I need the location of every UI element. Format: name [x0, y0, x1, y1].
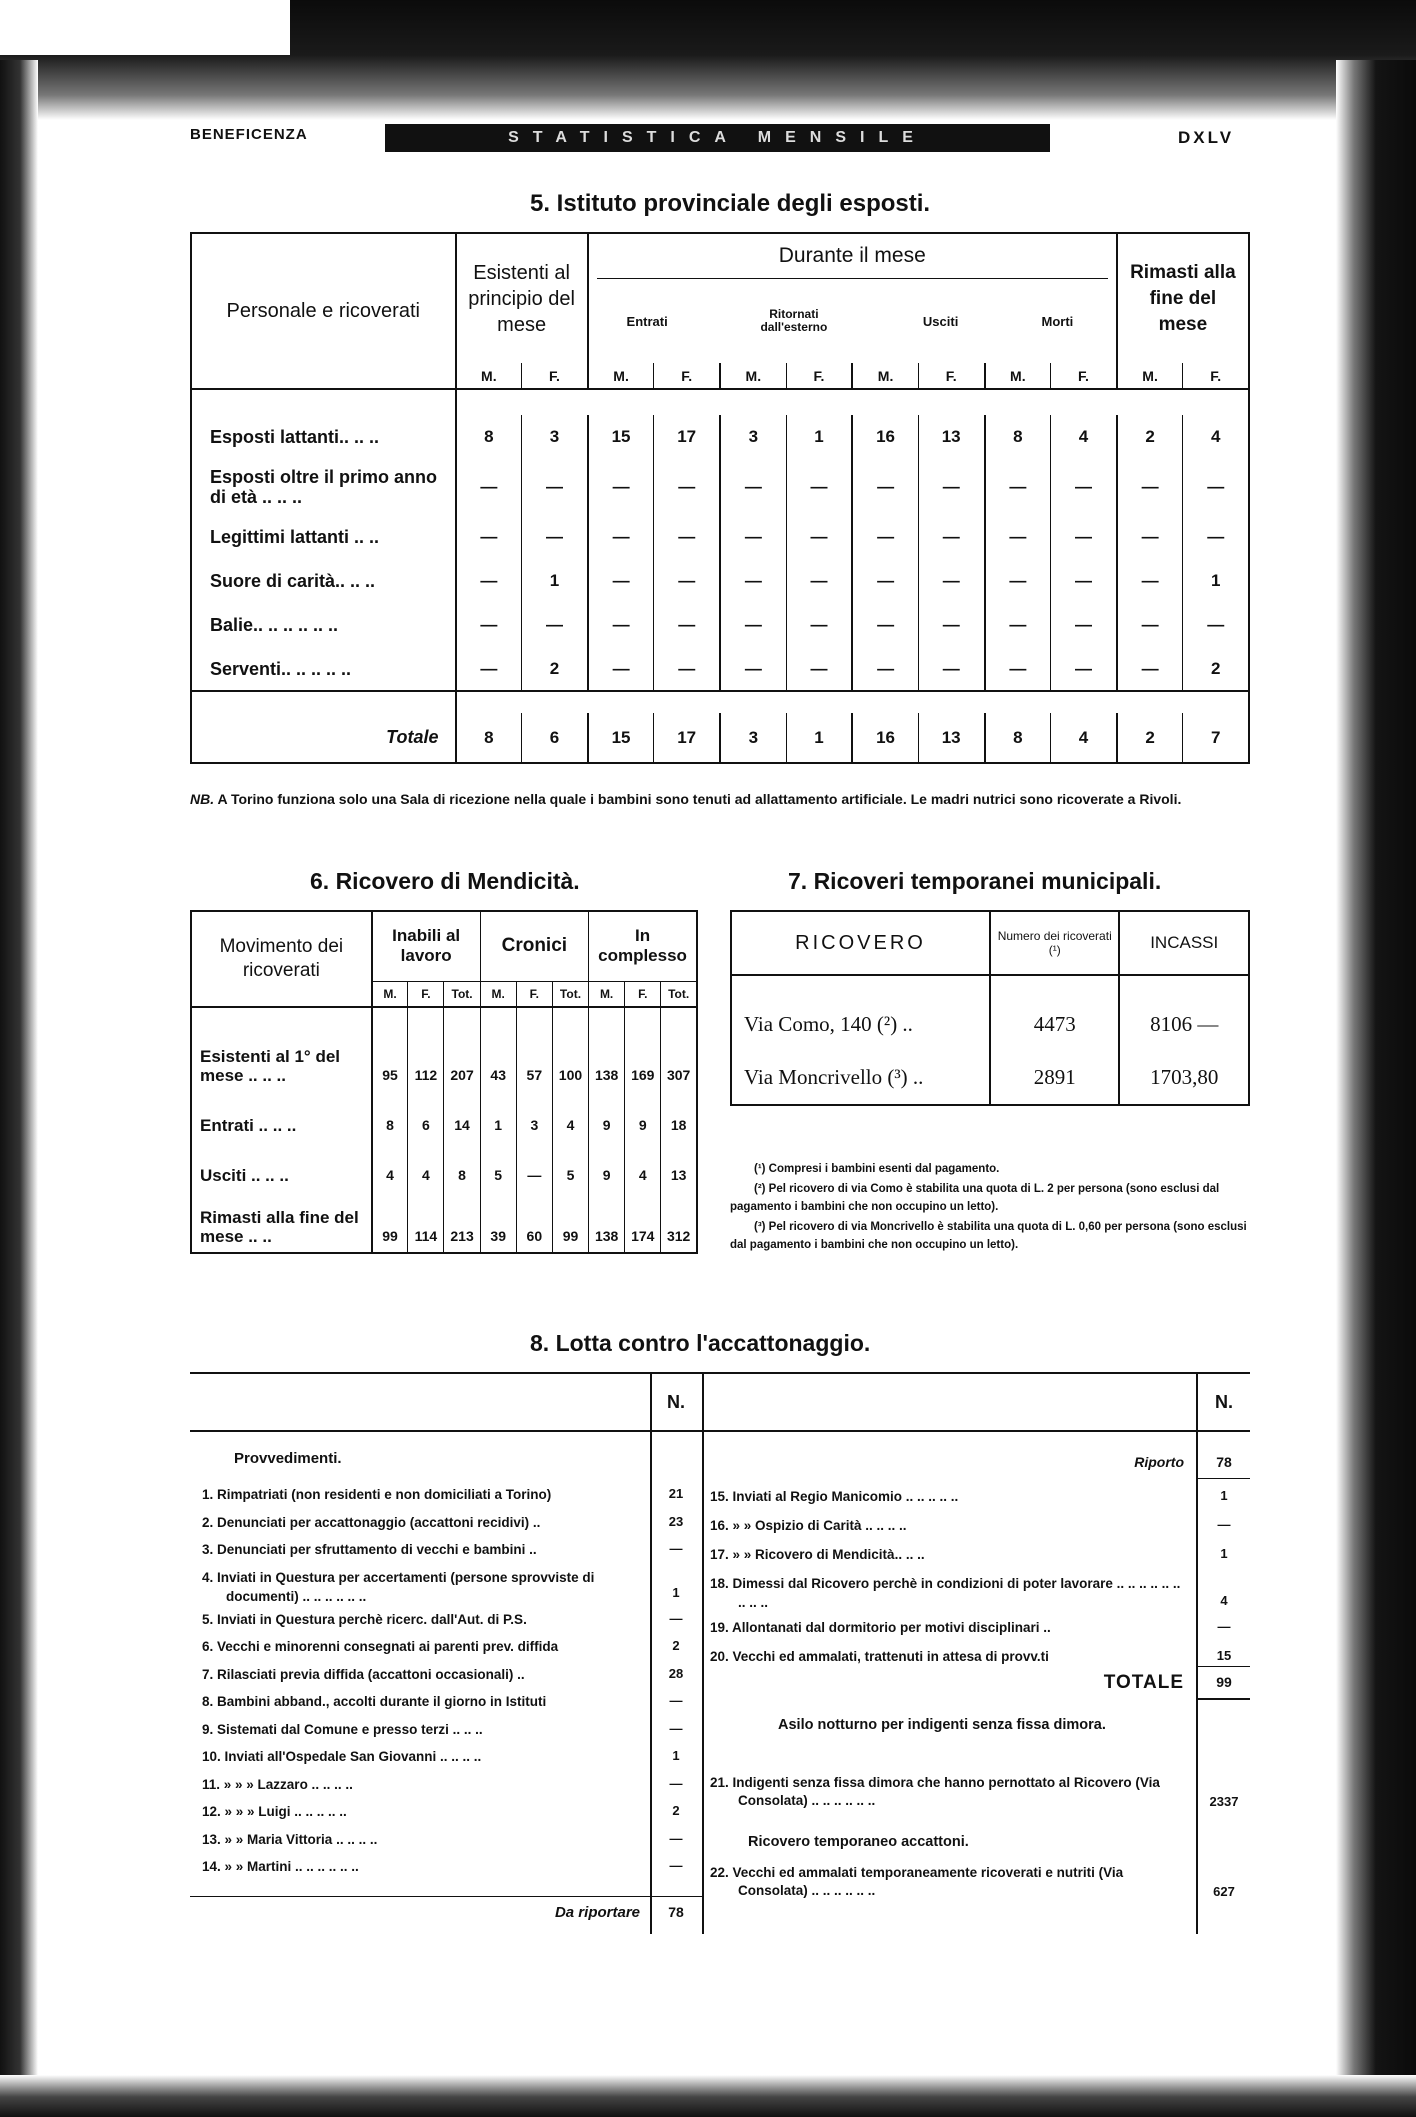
- section5-cell: —: [852, 603, 918, 647]
- section5-cell: —: [1207, 477, 1225, 496]
- section5-sub-usciti: Usciti: [922, 313, 959, 329]
- section8-right-row-text: 18. Dimessi dal Ricovero perchè in condizioni di poter lavorare .. .. .. .. .. .. .. .. ..: [710, 1576, 1181, 1610]
- section6-cell: 5: [552, 1141, 588, 1191]
- section5-col-during: Durante il mese: [597, 234, 1108, 279]
- section6-body: [191, 1007, 697, 1253]
- section5-total-cell: 6: [522, 713, 588, 763]
- section8-left-row: [190, 1799, 702, 1827]
- section6-cell: 207: [444, 1007, 480, 1091]
- section5-total-cell: 17: [654, 713, 720, 763]
- section8-left-row-n: —: [669, 1830, 683, 1846]
- section6-cell: 18: [670, 1117, 687, 1133]
- section8-left-row-text: 1. Rimpatriati (non residenti e non domiciliati a Torino): [202, 1487, 552, 1502]
- section8-temp-heading: Ricovero temporaneo accattoni.: [748, 1834, 969, 1850]
- section6-cell: 8: [372, 1091, 408, 1141]
- section6-cell: 100: [552, 1007, 588, 1091]
- section5-cell: —: [918, 559, 984, 603]
- section7-body: [731, 997, 1249, 1105]
- section8-left-carry-label: Da riportare: [554, 1904, 640, 1921]
- section5-cell: 15: [588, 415, 654, 459]
- section8-left-row-text: 14. » » Martini .. .. .. .. .. ..: [202, 1859, 359, 1874]
- section5-cell: —: [985, 515, 1051, 559]
- section5-note-nb: NB.: [190, 791, 215, 807]
- section8-right-row-n: 1: [1220, 1488, 1228, 1503]
- section5-row-label: Esposti lattanti.. .. ..: [191, 415, 456, 459]
- section7-row-incassi: 8106 —: [1150, 1011, 1219, 1036]
- section7-notes: [730, 1160, 1250, 1256]
- section6-cell: 3: [516, 1091, 552, 1141]
- section8-left-row-text: 13. » » Maria Vittoria .. .. .. ..: [202, 1831, 378, 1847]
- section5-col-remaining: Rimasti alla fine del mese: [1130, 261, 1236, 335]
- section5-cell: —: [522, 459, 588, 515]
- section5-cell: —: [720, 459, 786, 515]
- section8-left-row-n: 21: [668, 1486, 684, 1501]
- scan-border-left: [0, 60, 38, 2117]
- section6-sub-label: M.: [480, 981, 516, 1007]
- section8-left-row-n: 28: [668, 1665, 684, 1681]
- section7-note: (¹) Compresi i bambini esenti dal pagamento.: [754, 1163, 1000, 1175]
- section5-cell: —: [654, 647, 720, 691]
- section8-left-row: [190, 1689, 702, 1717]
- section5-cell: —: [786, 515, 852, 559]
- section7-row-name: Via Moncrivello (³) ..: [731, 1051, 990, 1105]
- section6-row: [191, 1141, 697, 1191]
- section5-row-label: Serventi.. .. .. .. ..: [191, 647, 456, 691]
- section5-total-row: [191, 713, 1249, 763]
- section6-cell: 9: [625, 1091, 661, 1141]
- scan-border-top-left: [0, 0, 290, 55]
- section8-left-row: [190, 1662, 702, 1690]
- section7-col-incassi: INCASSI: [1150, 933, 1219, 952]
- section8-left-row-n: 2: [672, 1638, 680, 1653]
- section5-cell: 3: [522, 415, 588, 459]
- section5-cell: 8: [456, 415, 522, 459]
- section5-title: 5. Istituto provinciale degli esposti.: [530, 190, 931, 217]
- section5-cell: —: [918, 603, 984, 647]
- section5-cell: 16: [852, 415, 918, 459]
- section6-cell: 43: [480, 1007, 516, 1091]
- section6-group-complesso: In complesso: [589, 911, 697, 981]
- running-header-center: STATISTICA MENSILE: [385, 124, 1050, 152]
- section5-cell: —: [852, 559, 918, 603]
- section8-right-total-value: 99: [1216, 1674, 1232, 1690]
- section8-table: [190, 1372, 1250, 1934]
- section8-right-row-text: 17. » » Ricovero di Mendicità.. .. ..: [710, 1547, 925, 1562]
- section5-cell: —: [786, 647, 852, 691]
- section8-right-riporto-label: Riporto: [1134, 1454, 1184, 1470]
- scan-border-bottom: [0, 2075, 1416, 2117]
- section6-sub-label: M.: [372, 981, 408, 1007]
- section5-cell: —: [588, 647, 654, 691]
- section8-left-row: [190, 1717, 702, 1745]
- section5-cell: —: [1117, 515, 1183, 559]
- section7-row-incassi: 1703,80: [1150, 1065, 1219, 1089]
- section6-sub-label: F.: [625, 981, 661, 1007]
- section8-right-total-label: TOTALE: [1103, 1672, 1184, 1693]
- section6-cell: 4: [552, 1091, 588, 1141]
- section7-title: 7. Ricoveri temporanei municipali.: [788, 868, 1162, 894]
- section8-left-row: [190, 1772, 702, 1800]
- section5-mf-label: F.: [522, 363, 588, 389]
- section5-cell: —: [1051, 603, 1117, 647]
- section5-cell: —: [1117, 647, 1183, 691]
- section6-cell: 1: [480, 1091, 516, 1141]
- section5-mf-label: M.: [588, 363, 654, 389]
- section5-cell: —: [786, 459, 852, 515]
- section8-left-row-n: —: [669, 1610, 683, 1626]
- section6-cell: 114: [408, 1191, 444, 1253]
- section8-left-row-n: 1: [672, 1748, 680, 1763]
- section6-table: [190, 910, 698, 1254]
- section8-right-row-n: —: [1217, 1619, 1231, 1634]
- section6-sub-label: Tot.: [552, 981, 588, 1007]
- section8-left-row: [190, 1744, 702, 1772]
- section8-right-row: [710, 1542, 1250, 1571]
- section5-cell: —: [720, 515, 786, 559]
- section5-row-label: Esposti oltre il primo anno di età .. .. ..: [191, 459, 456, 515]
- section5-total-cell: 2: [1117, 713, 1183, 763]
- section6-cell: —: [516, 1141, 552, 1191]
- section6-sub-label: Tot.: [668, 986, 690, 1001]
- section6-cell: 169: [625, 1007, 661, 1091]
- section5-cell: —: [786, 603, 852, 647]
- section8-right-row-text: 19. Allontanati dal dormitorio per motivi disciplinari ..: [710, 1620, 1051, 1635]
- section5-mf-label: F.: [1051, 363, 1117, 389]
- section5-row: [191, 415, 1249, 459]
- section8-right-riporto-value: 78: [1216, 1454, 1232, 1470]
- section5-cell: —: [588, 559, 654, 603]
- section8-left-row-text: 9. Sistemati dal Comune e presso terzi .. .. ..: [202, 1721, 483, 1737]
- section8-right-row-n: 15: [1216, 1648, 1232, 1663]
- section6-cell: 312: [666, 1228, 691, 1244]
- section5-total-label: Totale: [191, 713, 456, 763]
- section5-cell: —: [1207, 527, 1225, 546]
- section5-cell: —: [1051, 515, 1117, 559]
- section5-row: [191, 559, 1249, 603]
- section6-cell: 60: [516, 1191, 552, 1253]
- section8-left-row: [190, 1634, 702, 1662]
- section8-left-row-text: 10. Inviati all'Ospedale San Giovanni .. .. .. ..: [202, 1749, 482, 1764]
- section7-col-numero: Numero dei ricoverati (¹): [990, 911, 1119, 975]
- section8-left-row: [190, 1537, 702, 1565]
- section5-cell: —: [456, 647, 522, 691]
- section5-cell: —: [654, 515, 720, 559]
- section5-cell: —: [588, 459, 654, 515]
- section5-mf-label: M.: [985, 363, 1051, 389]
- section5-total-cell: 3: [720, 713, 786, 763]
- section7-row-numero: 4473: [990, 997, 1119, 1051]
- section5-cell: —: [1051, 559, 1117, 603]
- section8-left-heading: Provvedimenti.: [234, 1450, 342, 1467]
- section5-col-existing: Esistenti al principio del mese: [456, 233, 588, 363]
- section8-left-row-n: 1: [672, 1584, 680, 1600]
- section8-left-row-text: 3. Denunciati per sfruttamento di vecchi e bambini ..: [202, 1542, 537, 1557]
- section7-row-numero: 2891: [990, 1051, 1119, 1105]
- section6-cell: 213: [444, 1191, 480, 1253]
- section6-group-cronici: Cronici: [480, 911, 588, 981]
- section8-left-row-text: 6. Vecchi e minorenni consegnati ai parenti prev. diffida: [202, 1639, 559, 1654]
- section5-note-text: A Torino funziona solo una Sala di ricezione nella quale i bambini sono tenuti ad allattamento artificiale. Le madri nutrici sono ricoverate a Rivoli.: [217, 791, 1182, 807]
- section5-cell: —: [654, 603, 720, 647]
- section5-row: [191, 459, 1249, 515]
- section5-cell: 13: [918, 415, 984, 459]
- section5-row: [191, 515, 1249, 559]
- section8-left-row: [190, 1854, 702, 1882]
- section6-cell: 4: [372, 1141, 408, 1191]
- section8-left-row-text: 7. Rilasciati previa diffida (accattoni occasionali) ..: [202, 1666, 525, 1682]
- section7-note: (²) Pel ricovero di via Como è stabilita una quota di L. 2 per persona (sono esclusi dal pagamento i bambini che non occupino un letto).: [730, 1183, 1220, 1213]
- section5-cell: —: [588, 603, 654, 647]
- section5-cell: 2: [1117, 415, 1183, 459]
- section6-sub-label: M.: [589, 981, 625, 1007]
- section8-left-row-n: —: [669, 1693, 683, 1708]
- section8-right-row: [710, 1615, 1250, 1644]
- section5-cell: 1: [786, 415, 852, 459]
- section5-cell: —: [918, 459, 984, 515]
- section5-cell: —: [985, 459, 1051, 515]
- section5-cell: —: [456, 603, 522, 647]
- section6-cell: 99: [372, 1191, 408, 1253]
- section7-row-name: Via Como, 140 (²) ..: [731, 997, 990, 1051]
- section5-total-cell: 8: [456, 713, 522, 763]
- section8-right-row: [710, 1571, 1250, 1615]
- section6-row-label: Rimasti alla fine del mese .. ..: [191, 1191, 372, 1253]
- section5-mf-label: F.: [1210, 367, 1222, 384]
- section8-right-row-n: —: [1217, 1517, 1231, 1532]
- section8-title: 8. Lotta contro l'accattonaggio.: [530, 1330, 871, 1356]
- section6-cell: 4: [408, 1141, 444, 1191]
- section8-left-row-text: 4. Inviati in Questura per accertamenti (persone sprovviste di documenti) .. .. .. .. .. ..: [202, 1569, 595, 1604]
- section5-cell: —: [1051, 647, 1117, 691]
- section5-cell: —: [1117, 559, 1183, 603]
- section8-right-row: [710, 1644, 1250, 1673]
- section6-cell: 39: [480, 1191, 516, 1253]
- section8-asilo-heading: Asilo notturno per indigenti senza fissa dimora.: [778, 1717, 1106, 1733]
- section8-right-row-text: 15. Inviati al Regio Manicomio .. .. .. .. ..: [710, 1489, 959, 1504]
- section8-right-row-text: 20. Vecchi ed ammalati, trattenuti in attesa di provv.ti: [710, 1649, 1049, 1664]
- section5-sub-entrati: Entrati: [626, 313, 668, 329]
- section8-asilo-value: 2337: [1209, 1794, 1239, 1809]
- section7-col-ricovero: RICOVERO: [731, 911, 990, 975]
- section5-mf-label: F.: [654, 363, 720, 389]
- section5-cell: —: [588, 515, 654, 559]
- section5-row-label: Legittimi lattanti .. ..: [191, 515, 456, 559]
- section8-left-row-n: —: [669, 1541, 683, 1556]
- section5-cell: —: [1051, 459, 1117, 515]
- section5-cell: —: [456, 515, 522, 559]
- section5-mf-label: F.: [918, 363, 984, 389]
- section5-mf-label: M.: [852, 363, 918, 389]
- section8-left-row-text: 2. Denunciati per accattonaggio (accattoni recidivi) ..: [202, 1514, 541, 1530]
- section5-cell: 4: [1210, 427, 1221, 446]
- section5-cell: —: [985, 647, 1051, 691]
- section5-cell: —: [852, 515, 918, 559]
- section6-cell: 9: [589, 1091, 625, 1141]
- section8-left-row-n: —: [669, 1720, 683, 1736]
- section8-right-row: [710, 1513, 1250, 1542]
- section8-left-row-n: —: [669, 1775, 683, 1791]
- section6-row: [191, 1091, 697, 1141]
- section5-sub-ritornati: Ritornati dall'esterno: [760, 307, 828, 334]
- section8-temp-value: 627: [1213, 1884, 1235, 1899]
- section5-cell: —: [852, 647, 918, 691]
- section6-row-label: Entrati .. .. ..: [191, 1091, 372, 1141]
- section6-row: [191, 1191, 697, 1253]
- section5-cell: 1: [1210, 571, 1221, 590]
- section8-left-col-n: N.: [667, 1392, 685, 1412]
- section5-row: [191, 603, 1249, 647]
- section8-left-row-n: 2: [672, 1803, 680, 1818]
- section5-cell: —: [1117, 459, 1183, 515]
- section8-left-row-n: 23: [668, 1513, 684, 1529]
- section8-left-carry-value: 78: [668, 1904, 684, 1920]
- section5-row-header: Personale e ricoverati: [191, 233, 456, 389]
- section6-sub-label: F.: [516, 981, 552, 1007]
- section5-cell: —: [1117, 603, 1183, 647]
- section5-cell: —: [522, 515, 588, 559]
- scan-border-right: [1336, 60, 1416, 2117]
- section6-cell: 95: [372, 1007, 408, 1091]
- section5-cell: 2: [522, 647, 588, 691]
- section5-note: [190, 790, 1250, 809]
- section6-cell: 8: [444, 1141, 480, 1191]
- section8-left-row-n: —: [669, 1858, 683, 1873]
- section5-total-cell: 8: [985, 713, 1051, 763]
- section6-cell: 9: [589, 1141, 625, 1191]
- section7-row: [731, 1051, 1249, 1105]
- section5-cell: —: [720, 559, 786, 603]
- section8-right-list: [710, 1484, 1250, 1673]
- section6-cell: 174: [625, 1191, 661, 1253]
- section6-cell: 112: [408, 1007, 444, 1091]
- section6-cell: 13: [670, 1167, 687, 1183]
- section8-right-row-text: 16. » » Ospizio di Carità .. .. .. ..: [710, 1518, 907, 1533]
- section5-cell: —: [456, 459, 522, 515]
- section5-mf-label: M.: [720, 363, 786, 389]
- section5-total-cell: 1: [786, 713, 852, 763]
- section7-note: (³) Pel ricovero di via Moncrivello è stabilita una quota di L. 0,60 per persona (sono esclusi dal pagamento i bambini che non occupino un letto).: [730, 1221, 1247, 1251]
- section5-cell: 2: [1210, 658, 1221, 678]
- section5-mf-label: M.: [1117, 363, 1183, 389]
- running-header-left: BENEFICENZA: [190, 126, 308, 143]
- section5-total-cell: 13: [918, 713, 984, 763]
- section5-total-cell: 15: [588, 713, 654, 763]
- section5-cell: —: [786, 559, 852, 603]
- section5-cell: —: [720, 647, 786, 691]
- section6-sub-label: Tot.: [444, 981, 480, 1007]
- section5-cell: —: [522, 603, 588, 647]
- section5-cell: —: [985, 559, 1051, 603]
- section5-cell: 1: [522, 559, 588, 603]
- section5-row: [191, 647, 1249, 691]
- section6-cell: 57: [516, 1007, 552, 1091]
- section5-table: [190, 232, 1250, 764]
- section7-table: [730, 910, 1250, 1106]
- section8-left-row: [190, 1565, 702, 1607]
- section8-right-row-n: 1: [1220, 1546, 1228, 1561]
- section5-cell: 8: [985, 415, 1051, 459]
- section6-cell: 307: [666, 1067, 691, 1083]
- section5-cell: 3: [720, 415, 786, 459]
- section5-cell: —: [918, 647, 984, 691]
- section8-left-row-text: 8. Bambini abband., accolti durante il giorno in Istituti: [202, 1694, 547, 1709]
- section5-sub-morti: Morti: [1041, 313, 1074, 329]
- section6-cell: 4: [625, 1141, 661, 1191]
- section5-cell: —: [918, 515, 984, 559]
- section5-cell: —: [654, 559, 720, 603]
- section6-row: [191, 1007, 697, 1091]
- section6-cell: 6: [408, 1091, 444, 1141]
- section8-right-row-n: 4: [1220, 1593, 1228, 1608]
- section6-cell: 138: [589, 1191, 625, 1253]
- section5-mf-label: M.: [456, 363, 522, 389]
- section6-title: 6. Ricovero di Mendicità.: [310, 868, 580, 894]
- section8-left-list: [190, 1482, 702, 1882]
- section6-group-inabili: Inabili al lavoro: [372, 911, 480, 981]
- section5-cell: —: [654, 459, 720, 515]
- section5-cell: —: [720, 603, 786, 647]
- section8-right-row: [710, 1484, 1250, 1513]
- section5-cell: —: [1207, 615, 1225, 634]
- section8-left-row: [190, 1482, 702, 1510]
- section6-row-label: Esistenti al 1° del mese .. .. ..: [191, 1007, 372, 1091]
- section5-cell: —: [852, 459, 918, 515]
- section6-row-header: Movimento dei ricoverati: [191, 911, 372, 1007]
- section8-right-col-n: N.: [1215, 1392, 1233, 1412]
- section6-cell: 138: [589, 1007, 625, 1091]
- section5-total-cell: 7: [1210, 727, 1221, 747]
- section6-cell: 5: [480, 1141, 516, 1191]
- section6-row-label: Usciti .. .. ..: [191, 1141, 372, 1191]
- section8-left-row: [190, 1510, 702, 1538]
- section5-row-label: Suore di carità.. .. ..: [191, 559, 456, 603]
- section6-cell: 99: [552, 1191, 588, 1253]
- section8-left-row-text: 5. Inviati in Questura perchè ricerc. dall'Aut. di P.S.: [202, 1611, 527, 1627]
- section5-total-cell: 4: [1051, 713, 1117, 763]
- section5-mf-label: F.: [786, 363, 852, 389]
- section5-cell: —: [985, 603, 1051, 647]
- section8-left-row-text: 11. » » » Lazzaro .. .. .. ..: [202, 1776, 353, 1792]
- section5-cell: 17: [654, 415, 720, 459]
- section5-body: [191, 415, 1249, 691]
- section8-left-row: [190, 1827, 702, 1855]
- section6-sub-label: F.: [408, 981, 444, 1007]
- section6-cell: 14: [444, 1091, 480, 1141]
- section5-total-cell: 16: [852, 713, 918, 763]
- section5-row-label: Balie.. .. .. .. .. ..: [191, 603, 456, 647]
- section5-cell: 4: [1051, 415, 1117, 459]
- section7-row: [731, 997, 1249, 1051]
- section8-temp-row: 22. Vecchi ed ammalati temporaneamente ricoverati e nutriti (Via Consolata) .. .. .. .. .. ..: [710, 1865, 1124, 1898]
- section8-left-row-text: 12. » » » Luigi .. .. .. .. ..: [202, 1804, 347, 1819]
- section8-left-row: [190, 1607, 702, 1635]
- section5-cell: —: [456, 559, 522, 603]
- section8-asilo-row: 21. Indigenti senza fissa dimora che hanno pernottato al Ricovero (Via Consolata) .. .. .. .. .. ..: [710, 1775, 1160, 1808]
- running-header-right: DXLV: [1178, 128, 1235, 147]
